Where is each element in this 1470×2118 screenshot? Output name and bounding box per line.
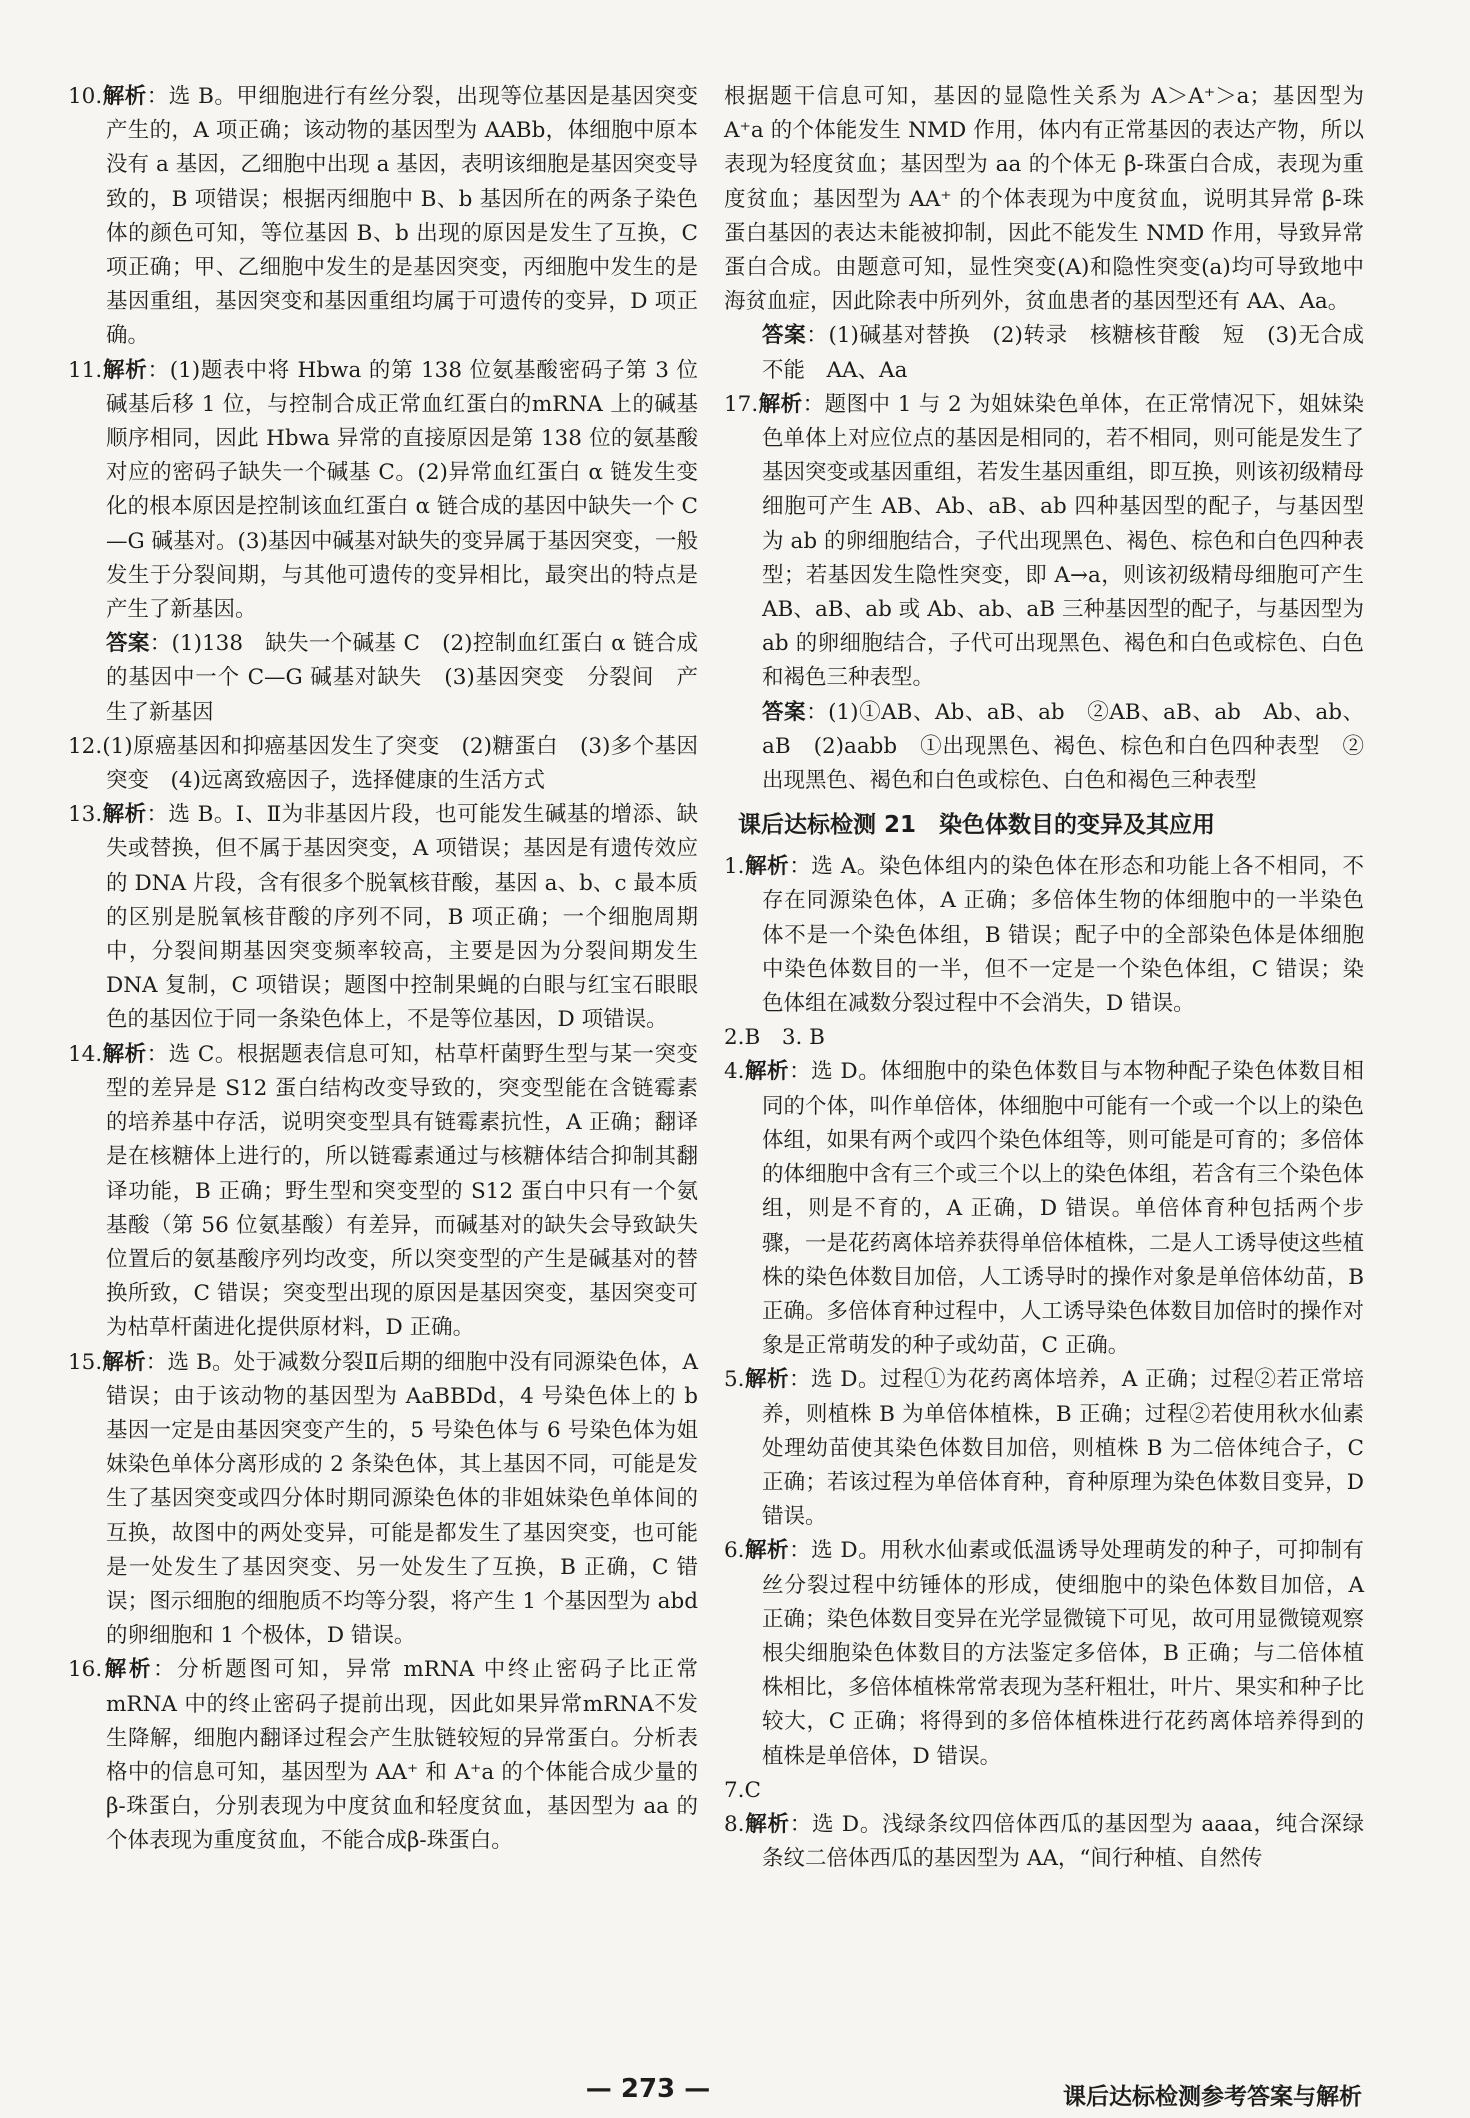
item-label: 答案: [762, 699, 807, 725]
item-text: ：选 D。过程①为花药离体培养，A 正确；过程②若正常培养，则植株 B 为单倍体植株，B 正确；过程②若使用秋水仙素处理幼苗使其染色体数目加倍，则植株 B 为二倍体纯合子，C 正确；若该过程为单倍体育种，育种原理为染色体数目变异，D 错误。: [762, 1367, 1364, 1530]
item-text: 根据题干信息可知，基因的显隐性关系为 A＞A⁺＞a；基因型为 A⁺a 的个体能发生 NMD 作用，体内有正常基因的表达产物，所以表现为轻度贫血；基因型为 aa 的个体无 β-珠蛋白合成，表现为重度贫血；基因型为 AA⁺ 的个体表现为中度贫血，说明其异常 β-珠蛋白基因的表达未能被抑制，因此不能发生 NMD 作用，导致异常蛋白合成。由题意可知，显性突变(A)和隐性突变(a)均可导致地中海贫血症，因此除表中所列外，贫血患者的基因型还有 AA、Aa。: [724, 84, 1364, 315]
question-item: [68, 798, 698, 1037]
item-label: 解析: [102, 1657, 153, 1683]
question-number: 7.: [724, 1777, 745, 1803]
item-text: ：选 D。体细胞中的染色体数目与本物种配子染色体数目相同的个体，叫作单倍体，体细胞中可能有一个或一个以上的染色体组，如果有两个或四个染色体组等，则可能是可育的；多倍体的体细胞中含有三个或三个以上的染色体组，若含有三个染色体组，则是不育的，A 正确，D 错误。单倍体育种包括两个步骤，一是花药离体培养获得单倍体植株，二是人工诱导使这些植株的染色体数目加倍，人工诱导时的操作对象是单倍体幼苗，B 正确。多倍体育种过程中，人工诱导染色体数目加倍时的操作对象是正常萌发的种子或幼苗，C 正确。: [762, 1059, 1365, 1359]
question-item: [724, 388, 1364, 696]
answer-item: [68, 627, 698, 730]
question-number: 6.: [724, 1538, 745, 1564]
item-label: 答案: [762, 323, 807, 349]
question-item: [724, 80, 1364, 319]
item-text: (1)原癌基因和抑癌基因发生了突变 (2)糖蛋白 (3)多个基因突变 (4)远离致癌因子，选择健康的生活方式: [102, 733, 698, 794]
item-text: ：(1)题表中将 Hbwa 的第 138 位氨基酸密码子第 3 位碱基后移 1 位，与控制合成正常血红蛋白的mRNA 上的碱基顺序相同，因此 Hbwa 异常的直接原因是第 138 位的氨基酸对应的密码子缺失一个碱基 C。(2)异常血红蛋白 α 链发生变化的根本原因是控制该血红蛋白 α 链合成的基因中缺失一个 C—G 碱基对。(3)基因中碱基对缺失的变异属于基因突变，一般发生于分裂间期，与其他可遗传的变异相比，最突出的特点是产生了新基因。: [106, 357, 698, 623]
question-item: [724, 1774, 1364, 1808]
answer-item: [724, 319, 1386, 387]
item-label: 解析: [102, 802, 147, 828]
item-text: ：(1)①AB、Ab、aB、ab ②AB、aB、ab Ab、ab、aB (2)aabb ①出现黑色、褐色、棕色和白色四种表型 ②出现黑色、褐色和白色或棕色、白色和褐色三种表型: [762, 699, 1364, 794]
question-number: 1.: [724, 854, 745, 880]
left-column: [68, 80, 698, 1859]
question-number: 4.: [724, 1059, 745, 1085]
item-text: ：选 D。用秋水仙素或低温诱导处理萌发的种子，可抑制有丝分裂过程中纺锤体的形成，使细胞中的染色体数目加倍，A 正确；染色体数目变异在光学显微镜下可见，故可用显微镜观察根尖细胞染色体数目的方法鉴定多倍体，B 正确；与二倍体植株相比，多倍体植株常常表现为茎秆粗壮，叶片、果实和种子比较大，C 正确；将得到的多倍体植株进行花药离体培养得到的植株是单倍体，D 错误。: [762, 1538, 1365, 1769]
question-number: 13.: [68, 802, 103, 828]
item-text: ：选 C。根据题表信息可知，枯草杆菌野生型与某一突变型的差异是 S12 蛋白结构改变导致的，突变型能在含链霉素的培养基中存活，说明突变型具有链霉素抗性，A 正确；翻译是在核糖体上进行的，所以链霉素通过与核糖体结合抑制其翻译功能，B 正确；野生型和突变型的 S12 蛋白中只有一个氨基酸（第 56 位氨基酸）有差异，而碱基对的缺失会导致缺失位置后的氨基酸序列均改变，所以突变型的产生是碱基对的替换所致，C 错误；突变型出现的原因是基因突变，基因突变可为枯草杆菌进化提供原材料，D 正确。: [106, 1041, 698, 1341]
item-label: 解析: [744, 1367, 789, 1393]
item-label: 解析: [744, 1059, 790, 1085]
item-text: ：选 B。Ⅰ、Ⅱ为非基因片段，也可能发生碱基的增添、缺失或替换，但不属于基因突变，A 项错误；基因是有遗传效应的 DNA 片段，含有很多个脱氧核苷酸，基因 a、b、c 最本质的区别是脱氧核苷酸的序列不同，B 项正确；一个细胞周期中，分裂间期基因突变频率较高，主要是因为分裂间期发生 DNA 复制，C 项错误；题图中控制果蝇的白眼与红宝石眼眼色的基因位于同一条染色体上，不是等位基因，D 项错误。: [106, 802, 698, 1033]
item-text: ：题图中 1 与 2 为姐妹染色单体，在正常情况下，姐妹染色单体上对应位点的基因是相同的，若不相同，则可能是发生了基因突变或基因重组，若发生基因重组，即互换，则该初级精母细胞可产生 AB、Ab、aB、ab 四种基因型的配子，与基因型为 ab 的卵细胞结合，子代出现黑色、褐色、棕色和白色四种表型；若基因发生隐性突变，即 A→a，则该初级精母细胞可产生 AB、aB、ab 或 Ab、ab、aB 三种基因型的配子，与基因型为 ab 的卵细胞结合，子代可出现黑色、褐色和白色或棕色、白色和褐色三种表型。: [762, 391, 1365, 691]
item-label: 解析: [758, 391, 803, 417]
item-label: 解析: [102, 84, 147, 109]
question-item: [724, 1808, 1364, 1876]
item-text: C: [744, 1777, 761, 1803]
item-label: 解析: [744, 1538, 790, 1564]
question-number: 11.: [68, 357, 103, 383]
question-number: 8.: [724, 1811, 745, 1837]
item-text: B 3. B: [744, 1025, 825, 1051]
item-label: 解析: [744, 1811, 790, 1837]
question-item: [724, 1055, 1364, 1363]
answer-item: [724, 696, 1364, 799]
question-number: 17.: [724, 391, 759, 417]
question-item: [724, 1363, 1364, 1534]
question-number: 5.: [724, 1367, 745, 1393]
item-text: ：选 B。处于减数分裂Ⅱ后期的细胞中没有同源染色体，A 错误；由于该动物的基因型为 AaBBDd，4 号染色体上的 b 基因一定是由基因突变产生的，5 号染色体与 6 号染色体为姐妹染色单体分离形成的 2 条染色体，其上基因不同，可能是发生了基因突变或四分体时期同源染色体的非姐妹染色单体间的互换，故图中的两处变异，可能是都发生了基因突变，也可能是一处发生了基因突变、另一处发生了互换，B 正确，C 错误；图示细胞的细胞质不均等分裂，将产生 1 个基因型为 abd 的卵细胞和 1 个极体，D 错误。: [106, 1349, 698, 1649]
question-number: 2.: [724, 1025, 745, 1051]
question-item: [68, 80, 698, 354]
item-text: ：选 A。染色体组内的染色体在形态和功能上各不相同，不存在同源染色体，A 正确；多倍体生物的体细胞中的一半染色体不是一个染色体组，B 错误；配子中的全部染色体是体细胞中染色体数目的一半，但不一定是一个染色体组，C 错误；染色体组在减数分裂过程中不会消失，D 错误。: [762, 854, 1364, 1017]
question-item: [724, 1534, 1364, 1773]
item-text: ：(1)碱基对替换 (2)转录 核糖核苷酸 短 (3)无合成 不能 AA、Aa: [762, 323, 1386, 383]
question-number: 10.: [68, 84, 103, 109]
question-number: 15.: [68, 1349, 103, 1375]
item-label: 解析: [744, 854, 790, 880]
item-text: ：选 D。浅绿条纹四倍体西瓜的基因型为 aaaa，纯合深绿条纹二倍体西瓜的基因型为 AA，“间行种植、自然传: [762, 1811, 1364, 1872]
question-number: 12.: [68, 733, 103, 759]
item-label: 解析: [102, 1349, 146, 1375]
item-label: 解析: [102, 357, 148, 383]
question-number: 14.: [68, 1041, 103, 1067]
item-text: ：分析题图可知，异常 mRNA 中终止密码子比正常 mRNA 中的终止密码子提前出现，因此如果异常mRNA不发生降解，细胞内翻译过程会产生肽链较短的异常蛋白。分析表格中的信息可知，基因型为 AA⁺ 和 A⁺a 的个体能合成少量的β-珠蛋白，分别表现为中度贫血和轻度贫血，基因型为 aa 的个体表现为重度贫血，不能合成β-珠蛋白。: [106, 1657, 698, 1854]
question-item: [68, 354, 698, 628]
right-column: [724, 80, 1386, 1876]
item-label: 解析: [102, 1041, 147, 1067]
question-item: [68, 1346, 698, 1654]
question-item: [724, 850, 1364, 1021]
question-number: 16.: [68, 1657, 103, 1683]
footer-title: 课后达标检测参考答案与解析: [1063, 2084, 1362, 2110]
item-label: 答案: [106, 631, 150, 657]
section-heading: 课后达标检测 21 染色体数目的变异及其应用: [738, 812, 1216, 839]
item-text: ：选 B。甲细胞进行有丝分裂，出现等位基因是基因突变产生的，A 项正确；该动物的基因型为 AABb，体细胞中原本没有 a 基因，乙细胞中出现 a 基因，表明该细胞是基因突变导致的，B 项错误；根据丙细胞中 B、b 基因所在的两条子染色体的颜色可知，等位基因 B、b 出现的原因是发生了互换，C 项正确；甲、乙细胞中发生的是基因突变，丙细胞中发生的是基因重组，基因突变和基因重组均属于可遗传的变异，D 项正确。: [106, 84, 698, 349]
question-item: [68, 730, 698, 798]
item-text: ：(1)138 缺失一个碱基 C (2)控制血红蛋白 α 链合成的基因中一个 C—G 碱基对缺失 (3)基因突变 分裂间 产生了新基因: [106, 631, 698, 725]
question-item: [68, 1038, 698, 1346]
question-item: [724, 1021, 1364, 1055]
question-item: [68, 1653, 698, 1858]
page-number: — 273 —: [585, 2074, 711, 2104]
